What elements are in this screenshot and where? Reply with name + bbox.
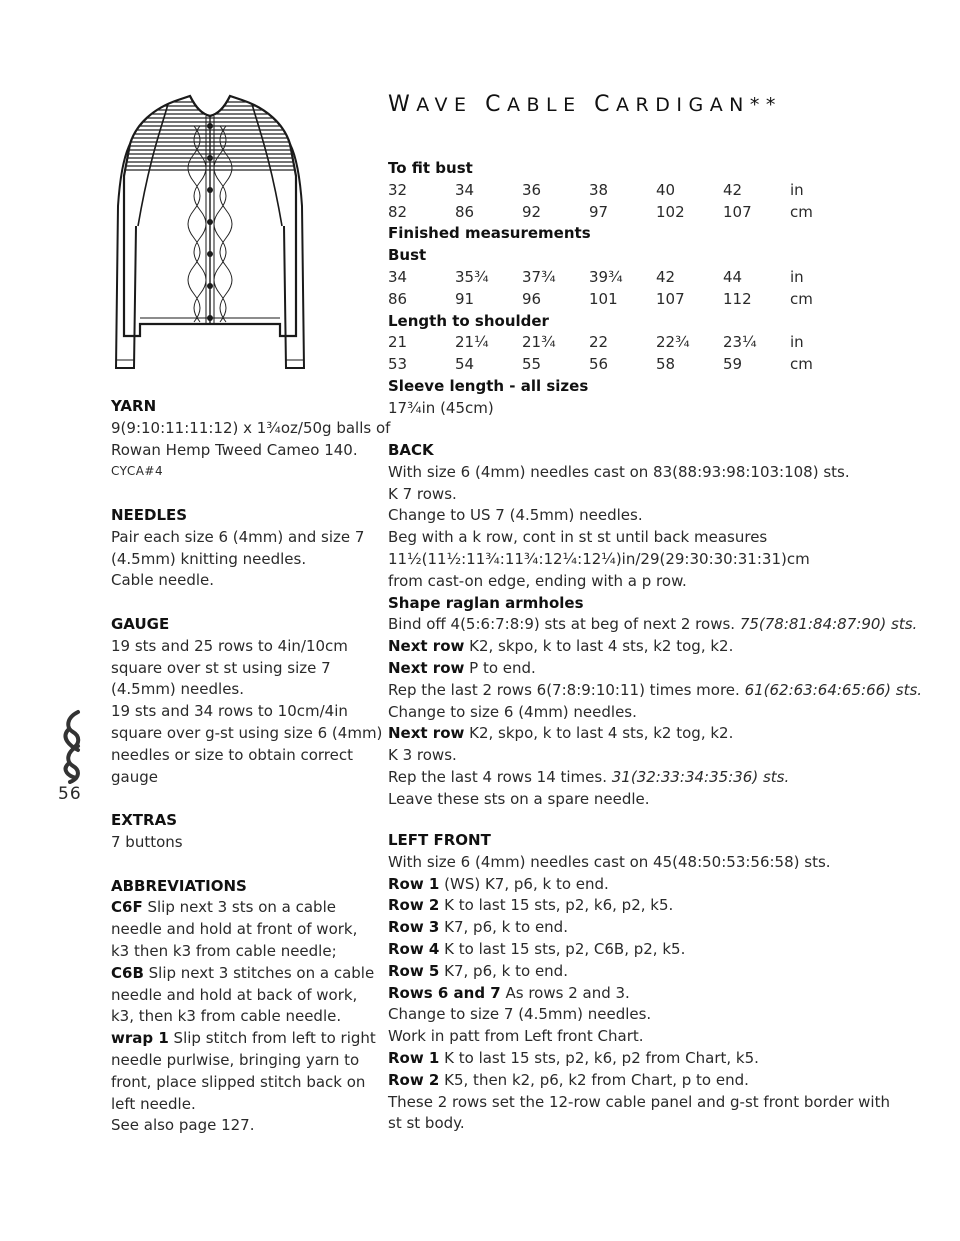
length-table [388,332,813,376]
abbreviations-heading: ABBREVIATIONS [111,876,247,895]
cardigan-illustration [110,86,310,376]
back-heading: BACK [388,441,434,459]
table-row: 34 35¾ 37¾ 39¾ 42 44 in [388,267,804,286]
to-fit-bust-heading: To fit bust [388,159,473,177]
yarn-cyca: CYCA#4 [111,464,164,479]
gauge-line: square over g-st using size 6 (4mm) [111,723,383,742]
gauge-section [111,614,390,788]
page-number: 56 [58,784,82,804]
bust-table [388,267,813,311]
gauge-line: 19 sts and 25 rows to 4in/10cm [111,636,348,655]
extras-heading: EXTRAS [111,811,178,830]
gauge-line: square over st st using size 7 [111,658,331,677]
finished-measurements-heading: Finished measurements [388,224,591,243]
list-item: Row 4 K to last 15 sts, p2, C6B, p2, k5. [388,939,686,958]
gauge-line: 19 sts and 34 rows to 10cm/4in [111,702,348,721]
list-item: Row 5 K7, p6, k to end. [388,961,568,980]
gauge-line: gauge [111,767,158,786]
needles-line: Cable needle. [111,571,215,590]
extras-line: 7 buttons [111,832,183,851]
list-item: Rows 6 and 7 As rows 2 and 3. [388,983,630,1002]
sleeve-heading: Sleeve length - all sizes [388,376,589,395]
cable-motif-icon [62,708,84,784]
yarn-heading: YARN [111,397,157,415]
pattern-title: WAVE CABLE CARDIGAN** [388,92,782,117]
table-row: 53 54 55 56 58 59 cm [388,355,813,374]
needles-line: (4.5mm) knitting needles. [111,549,307,568]
abbr-term-wrap: wrap 1 [111,1029,169,1048]
needles-heading: NEEDLES [111,505,188,524]
needles-section [111,505,390,592]
abbr-term-c6b: C6B [111,963,144,982]
materials-column [111,396,390,1137]
gauge-heading: GAUGE [111,614,170,633]
measurements-block [388,158,813,420]
table-row: 21 21¼ 21¾ 22 22¾ 23¼ in [388,333,804,352]
list-item: Row 3 K7, p6, k to end. [388,918,568,937]
back-section: BACK With size 6 (4mm) needles cast on 83(88:93:98:103:108) sts. K 7 rows. Change to US 7 (4.5mm) needles. Beg with a k row, cont in st st until back measures 11½(11½:11¾:11¾:12¼:12¼)in/29(29:30:30:31:31)cm from cast-on edge, ending with a p row. Shape raglan armholes Bind off 4(5:6:7:8:9) sts at beg of next 2 rows. 75(78:81:84:87:90) sts. Next row K2, skpo, k to last 4 sts, k2 tog, k2. Next row P to end. Rep the last 2 rows 6(7:8:9:10:11) times more. 61(62:63:64:65:66) sts. Change to size 6 (4mm) needles. Next row K2, skpo, k to last 4 sts, k2 tog, k2. K 3 rows. Rep the last 4 rows 14 times. 31(32:33:34:35:36) sts. Leave these sts on a spare needle. [388,441,923,808]
list-item: Row 2 K to last 15 sts, p2, k6, p2, k5. [388,896,674,915]
see-also: See also page 127. [111,1116,255,1135]
sleeve-value: 17¾in (45cm) [388,398,494,417]
yarn-line: 9(9:10:11:11:12) x 1¾oz/50g balls of [111,418,391,437]
needles-line: Pair each size 6 (4mm) and size 7 [111,527,365,546]
gauge-line: needles or size to obtain correct [111,745,353,764]
extras-section [111,810,390,854]
table-row: 32 34 36 38 40 42 in [388,180,804,199]
shape-raglan-heading: Shape raglan armholes [388,593,584,612]
yarn-line: Rowan Hemp Tweed Cameo 140. [111,440,358,459]
abbr-term-c6f: C6F [111,898,143,917]
gauge-line: (4.5mm) needles. [111,680,245,699]
abbreviations-section: ABBREVIATIONS C6F Slip next 3 sts on a cable needle and hold at front of work, k3 then k3 from cable needle; C6B Slip next 3 stitches on a cable needle and hold at back of work, k3, then k3 from cable needle. wrap 1 Slip stitch from left to right needle purlwise, bringing yarn to front, place slipped stitch back on left needle. See also page 127. [111,876,390,1138]
to-fit-bust-table [388,180,813,224]
list-item: Row 1 (WS) K7, p6, k to end. [388,874,609,893]
left-front-section: LEFT FRONT With size 6 (4mm) needles cast on 45(48:50:53:56:58) sts. Row 1 (WS) K7, p6, k to end. Row 2 K to last 15 sts, p2, k6, p2, k5. Row 3 K7, p6, k to end. Row 4 K to last 15 sts, p2, C6B, p2, k5. Row 5 K7, p6, k to end. Rows 6 and 7 As rows 2 and 3. Change to size 7 (4.5mm) needles. Work in patt from Left front Chart. Row 1 K to last 15 sts, p2, k6, p2 from Chart, k5. Row 2 K5, then k2, p6, k2 from Chart, p to end. These 2 rows set the 12-row cable panel and g-st front border with st st body. [388,831,890,1133]
yarn-section [111,396,390,483]
table-row: 82 86 92 97 102 107 cm [388,202,813,221]
table-row: 86 91 96 101 107 112 cm [388,289,813,308]
left-front-heading: LEFT FRONT [388,831,491,849]
length-heading: Length to shoulder [388,311,549,330]
bust-heading: Bust [388,246,427,265]
